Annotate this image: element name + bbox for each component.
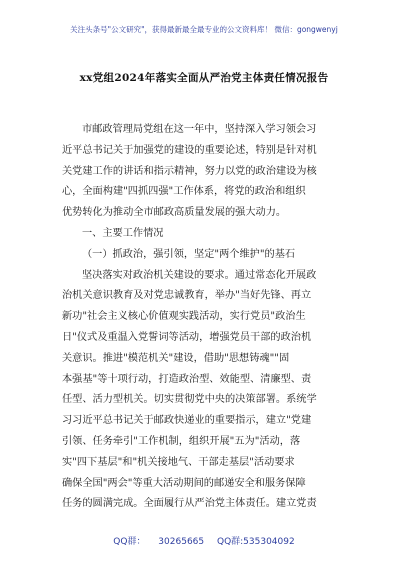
paragraph-line: 习习近平总书记关于邮政快递业的重要指示，建立"党建 bbox=[62, 415, 312, 427]
paragraph-line: 心，全面构建"四抓四强"工作体系，将党的政治和组织 bbox=[62, 186, 306, 198]
paragraph-line: 任务的圆满完成。全面履行从严治党主体责任。建立党责 bbox=[62, 498, 317, 510]
section-heading: 一、主要工作情况 bbox=[82, 227, 164, 239]
paragraph-line: 新功"社会主义核心价值观实践活动，实行党员"政治生 bbox=[62, 311, 306, 323]
paragraph-line: 实"四下基层"和"机关接地气、干部走基层"活动要求 bbox=[62, 456, 295, 468]
paragraph-line: 治机关意识教育及对党忠诚教育，举办"当好先锋、再立 bbox=[62, 290, 312, 302]
paragraph-line: 确保全国"两会"等重大活动期间的邮递安全和服务保障 bbox=[62, 477, 306, 489]
paragraph-line: 引领、任务牵引"工作机制，组织开展"五为"活动，落 bbox=[62, 435, 301, 447]
paragraph-line: 近平总书记关于加强党的建设的重要论述，特别是针对机 bbox=[62, 144, 317, 156]
footer-qq-groups: QQ群： 30265665 QQ群:535304092 bbox=[113, 537, 295, 547]
paragraph-line: 本强基"等十项行动，打造政治型、效能型、清廉型、责 bbox=[62, 373, 312, 385]
document-title: xx党组2024年落实全面从严治党主体责任情况报告 bbox=[79, 72, 329, 84]
paragraph-line: 坚决落实对政治机关建设的要求。通过常态化开展政 bbox=[82, 269, 317, 281]
subsection-heading: （一）抓政治，强引领，坚定"两个维护"的基石 bbox=[82, 248, 296, 260]
paragraph-line: 市邮政管理局党组在这一年中，坚持深入学习领会习 bbox=[82, 124, 317, 135]
header-banner: 关注头条号"公文研究"，获得最新最全最专业的公文资料库！ 微信：gongwenyj bbox=[70, 25, 338, 34]
paragraph-line: 关意识。推进"模范机关"建设，借助"思想铸魂""固 bbox=[62, 352, 290, 364]
document-body bbox=[62, 120, 352, 515]
paragraph-line: 任型、活力型机关。切实贯彻党中央的决策部署。系统学 bbox=[62, 394, 317, 406]
paragraph-line: 日"仪式及重温入党誓词等活动，增强党员干部的政治机 bbox=[62, 331, 312, 343]
paragraph-line: 优势转化为推动全市邮政高质量发展的强大动力。 bbox=[62, 207, 287, 219]
paragraph-line: 关党建工作的讲话和指示精神，努力以党的政治建设为核 bbox=[62, 165, 317, 177]
